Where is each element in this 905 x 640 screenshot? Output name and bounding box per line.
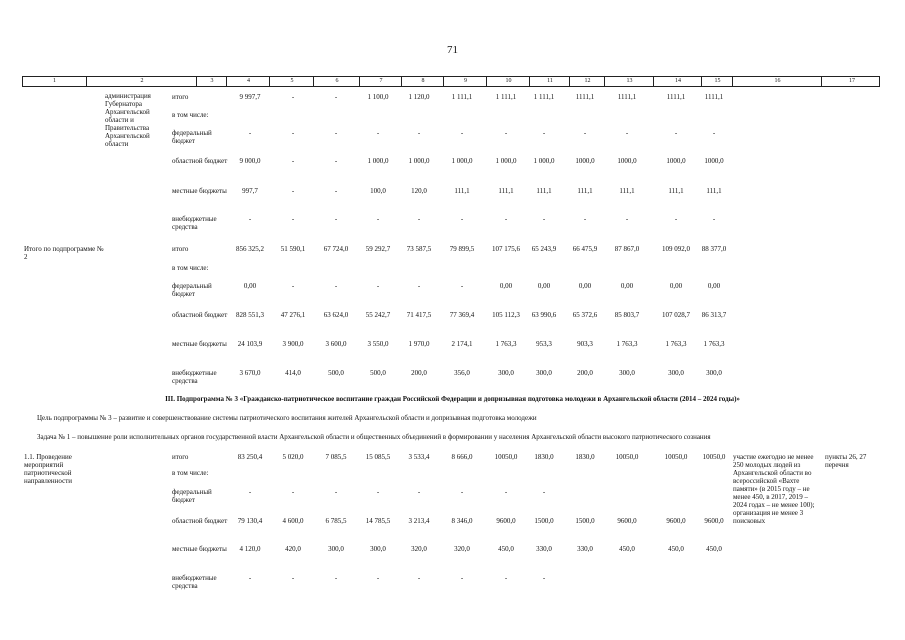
block2-value-cell: 1 763,3 (616, 340, 638, 348)
block3-value-cell: 450,0 (706, 545, 722, 553)
header-col-16: 16 (732, 77, 822, 86)
header-col-5: 5 (269, 77, 314, 86)
block1-value-cell: 1 000,0 (451, 157, 473, 165)
block3-row-label: итого (172, 453, 189, 461)
block3-value-cell: 10050,0 (494, 453, 518, 461)
block2-value-cell: 903,3 (577, 340, 593, 348)
block3-value-cell: - (417, 574, 421, 582)
block3-value-cell: 6 785,5 (325, 517, 347, 525)
block3-value-cell: - (542, 574, 546, 582)
block2-value-cell: 109 092,0 (662, 245, 690, 253)
block2-value-cell: 2 174,1 (451, 340, 473, 348)
header-col-11: 11 (529, 77, 570, 86)
header-col-2: 2 (86, 77, 197, 86)
block1-value-cell: - (376, 129, 380, 137)
block3-row-label: внебюджетные средства (172, 574, 217, 590)
block1-value-cell: 1 111,1 (451, 93, 473, 101)
block1-value-cell: - (460, 129, 464, 137)
block2-row-label: областной бюджет (172, 311, 228, 319)
block2-value-cell: 356,0 (454, 369, 470, 377)
block3-value-cell: 5 020,0 (282, 453, 304, 461)
block1-value-cell: - (291, 129, 295, 137)
block2-value-cell: - (460, 282, 464, 290)
block2-value-cell: 0,00 (243, 282, 257, 290)
header-col-3: 3 (196, 77, 227, 86)
block1-value-cell: - (504, 129, 508, 137)
block3-value-cell: 1500,0 (534, 517, 554, 525)
block3-value-cell: 450,0 (498, 545, 514, 553)
column-header-row (22, 76, 880, 87)
block1-value-cell: - (674, 129, 678, 137)
block3-value-cell: - (291, 574, 295, 582)
block3-value-cell: - (334, 488, 338, 496)
block3-value-cell: 320,0 (411, 545, 427, 553)
block2-value-cell: 3 600,0 (325, 340, 347, 348)
block3-value-cell: - (504, 488, 508, 496)
block3-value-cell: - (376, 488, 380, 496)
block3-value-cell: - (542, 488, 546, 496)
block1-value-cell: 1 000,0 (408, 157, 430, 165)
block2-value-cell: 414,0 (285, 369, 301, 377)
block3-value-cell: - (376, 574, 380, 582)
block1-value-cell: - (291, 93, 295, 101)
block1-value-cell: 111,1 (706, 187, 722, 195)
block1-value-cell: 1 111,1 (533, 93, 555, 101)
block3-value-cell: 79 130,4 (237, 517, 263, 525)
block2-value-cell: 88 377,0 (701, 245, 727, 253)
block2-row-label: внебюджетные средства (172, 369, 217, 385)
block1-value-cell: 1 120,0 (408, 93, 430, 101)
block3-value-cell: 1500,0 (575, 517, 595, 525)
block1-value-cell: 111,1 (498, 187, 514, 195)
block3-value-cell: 1830,0 (575, 453, 595, 461)
block1-value-cell: 100,0 (370, 187, 386, 195)
block1-value-cell: 111,1 (577, 187, 593, 195)
block2-value-cell: 59 292,7 (365, 245, 391, 253)
block3-row-label: местные бюджеты (172, 545, 227, 553)
block1-row-label: в том числе: (172, 111, 209, 119)
block2-value-cell: 66 475,9 (572, 245, 598, 253)
header-col-15: 15 (701, 77, 733, 86)
block2-value-cell: 828 551,3 (236, 311, 264, 319)
block1-row-label: областной бюджет (172, 157, 228, 165)
block2-value-cell: 24 103,9 (237, 340, 263, 348)
block1-value-cell: 1000,0 (704, 157, 724, 165)
block3-value-cell: 450,0 (619, 545, 635, 553)
block2-value-cell: 1 763,3 (665, 340, 687, 348)
block3-value-cell: 3 533,4 (408, 453, 430, 461)
block3-value-cell: 4 120,0 (239, 545, 261, 553)
block2-value-cell: 105 112,3 (492, 311, 520, 319)
block3-value-cell: - (334, 574, 338, 582)
block2-value-cell: 0,00 (537, 282, 551, 290)
block1-value-cell: 120,0 (411, 187, 427, 195)
block3-value-cell: - (460, 574, 464, 582)
block2-value-cell: 63 990,6 (531, 311, 557, 319)
block1-value-cell: 1 000,0 (495, 157, 517, 165)
block1-value-cell: - (625, 215, 629, 223)
block1-value-cell: 1 000,0 (367, 157, 389, 165)
block1-value-cell: - (674, 215, 678, 223)
block3-value-cell: 300,0 (328, 545, 344, 553)
block2-value-cell: 77 369,4 (449, 311, 475, 319)
block3-value-cell: 1830,0 (534, 453, 554, 461)
block1-value-cell: - (712, 215, 716, 223)
block3-value-cell: - (417, 488, 421, 496)
block3-value-cell: 9600,0 (617, 517, 637, 525)
header-col-9: 9 (443, 77, 487, 86)
block2-value-cell: - (417, 282, 421, 290)
block2-value-cell: 1 763,3 (703, 340, 725, 348)
block2-value-cell: 300,0 (706, 369, 722, 377)
block3-value-cell: 9600,0 (666, 517, 686, 525)
block1-value-cell: 997,7 (242, 187, 258, 195)
block1-value-cell: - (291, 187, 295, 195)
block1-value-cell: - (712, 129, 716, 137)
block2-value-cell: 300,0 (498, 369, 514, 377)
block2-row-label: местные бюджеты (172, 340, 227, 348)
block2-value-cell: 953,3 (536, 340, 552, 348)
block3-value-cell: - (248, 488, 252, 496)
header-col-10: 10 (486, 77, 530, 86)
block1-value-cell: 1 000,0 (533, 157, 555, 165)
block1-value-cell: 9 000,0 (239, 157, 261, 165)
block2-row-label: в том числе: (172, 264, 209, 272)
block3-value-cell: 8 666,0 (451, 453, 473, 461)
block2-value-cell: 1 970,0 (408, 340, 430, 348)
block3-row-label: областной бюджет (172, 517, 228, 525)
block3-value-cell: 420,0 (285, 545, 301, 553)
block1-executor: администрация Губернатора Архангельской области и Правительства Архангельской области (105, 92, 151, 148)
block2-value-cell: 86 313,7 (701, 311, 727, 319)
block2-value-cell: - (376, 282, 380, 290)
block2-value-cell: 1 763,3 (495, 340, 517, 348)
block3-row-label: федеральный бюджет (172, 488, 212, 504)
block2-value-cell: 300,0 (536, 369, 552, 377)
header-col-12: 12 (569, 77, 605, 86)
block3-value-cell: 4 600,0 (282, 517, 304, 525)
block1-value-cell: 1111,1 (666, 93, 686, 101)
block2-value-cell: 65 243,9 (531, 245, 557, 253)
block1-value-cell: - (417, 129, 421, 137)
block1-value-cell: - (583, 129, 587, 137)
block3-value-cell: 320,0 (454, 545, 470, 553)
block2-value-cell: - (291, 282, 295, 290)
block3-row-label: в том числе: (172, 469, 209, 477)
block3-value-cell: 10050,0 (702, 453, 726, 461)
block1-value-cell: - (583, 215, 587, 223)
block2-value-cell: 0,00 (578, 282, 592, 290)
block1-value-cell: 9 997,7 (239, 93, 261, 101)
block2-value-cell: 79 899,5 (449, 245, 475, 253)
block1-value-cell: 1000,0 (575, 157, 595, 165)
block1-value-cell: - (334, 157, 338, 165)
block1-value-cell: - (376, 215, 380, 223)
block1-value-cell: - (248, 129, 252, 137)
block1-value-cell: 1111,1 (617, 93, 637, 101)
header-col-17: 17 (821, 77, 882, 86)
block2-value-cell: 500,0 (328, 369, 344, 377)
header-col-6: 6 (313, 77, 360, 86)
block2-row-label: итого (172, 245, 189, 253)
block1-value-cell: - (460, 215, 464, 223)
block3-value-cell: 83 250,4 (237, 453, 263, 461)
page-number: 71 (447, 44, 458, 56)
block2-value-cell: 300,0 (619, 369, 635, 377)
goal-text: Цель подпрограммы № 3 – развитие и совершенствование системы патриотического воспитания жителей Архангельской области и допризывная подготовка молодежи (37, 414, 537, 422)
block2-value-cell: 200,0 (411, 369, 427, 377)
header-col-8: 8 (401, 77, 444, 86)
block1-value-cell: 111,1 (454, 187, 470, 195)
block1-value-cell: - (291, 157, 295, 165)
block2-value-cell: 0,00 (707, 282, 721, 290)
block2-value-cell: 856 325,2 (236, 245, 264, 253)
block3-value-cell: 8 346,0 (451, 517, 473, 525)
block1-value-cell: - (334, 129, 338, 137)
block3-value-cell: 10050,0 (664, 453, 688, 461)
block1-value-cell: 1111,1 (704, 93, 724, 101)
block2-value-cell: 55 242,7 (365, 311, 391, 319)
block2-value-cell: 65 372,6 (572, 311, 598, 319)
block2-value-cell: 3 550,0 (367, 340, 389, 348)
block2-value-cell: 300,0 (668, 369, 684, 377)
block1-value-cell: - (291, 215, 295, 223)
block2-value-cell: 500,0 (370, 369, 386, 377)
block3-value-cell: 3 213,4 (408, 517, 430, 525)
block3-value-cell: - (460, 488, 464, 496)
header-col-7: 7 (359, 77, 402, 86)
task-text: Задача № 1 – повышение роли исполнительных органов государственной власти Архангельской области и общественных объединений в формировании у населения Архангельской области высокого патриотического сознания (37, 433, 711, 441)
block1-value-cell: - (334, 215, 338, 223)
block1-row-label: внебюджетные средства (172, 215, 217, 231)
header-col-14: 14 (653, 77, 702, 86)
block3-value-cell: 300,0 (370, 545, 386, 553)
block3-value-cell: - (504, 574, 508, 582)
block1-value-cell: - (334, 93, 338, 101)
block2-value-cell: 85 803,7 (614, 311, 640, 319)
block1-value-cell: 1 111,1 (495, 93, 517, 101)
block2-value-cell: 200,0 (577, 369, 593, 377)
block3-value-cell: - (291, 488, 295, 496)
block2-value-cell: 107 175,6 (492, 245, 520, 253)
block1-row-label: федеральный бюджет (172, 129, 212, 145)
block1-value-cell: - (417, 215, 421, 223)
block1-row-label: итого (172, 93, 189, 101)
block2-value-cell: 0,00 (669, 282, 683, 290)
block3-value-cell: - (248, 574, 252, 582)
block2-row-label: федеральный бюджет (172, 282, 212, 298)
block3-result: участие ежегодно не менее 250 молодых людей из Архангельской области во всероссийской «Вахте памяти» (в 2015 году – не менее 450, в 2017, 2019 – 2024 годах – не менее 100); организация не менее 3 поисковых (733, 453, 815, 525)
block1-value-cell: 1000,0 (666, 157, 686, 165)
block2-value-cell: - (334, 282, 338, 290)
block2-value-cell: 73 587,5 (406, 245, 432, 253)
block3-value-cell: 450,0 (668, 545, 684, 553)
block3-reference: пункты 26, 27 перечня (825, 453, 867, 469)
header-col-4: 4 (226, 77, 270, 86)
block2-value-cell: 0,00 (499, 282, 513, 290)
block1-value-cell: 111,1 (619, 187, 635, 195)
block2-value-cell: 0,00 (620, 282, 634, 290)
block3-value-cell: 9600,0 (496, 517, 516, 525)
block2-value-cell: 3 670,0 (239, 369, 261, 377)
section-title: III. Подпрограмма № 3 «Гражданско-патриотическое воспитание граждан Российской Федерации и допризывная подготовка молодежи в Архангельской области (2014 – 2024 годы)» (165, 395, 740, 403)
block2-value-cell: 67 724,0 (323, 245, 349, 253)
block2-value-cell: 87 867,0 (614, 245, 640, 253)
block2-value-cell: 63 624,0 (323, 311, 349, 319)
block1-value-cell: 111,1 (668, 187, 684, 195)
block2-value-cell: 3 900,0 (282, 340, 304, 348)
block2-value-cell: 47 276,1 (280, 311, 306, 319)
block1-value-cell: - (625, 129, 629, 137)
block1-value-cell: - (334, 187, 338, 195)
block3-value-cell: 7 085,5 (325, 453, 347, 461)
block3-title: 1.1. Проведение мероприятий патриотической направленности (24, 453, 73, 485)
block3-value-cell: 330,0 (536, 545, 552, 553)
block1-value-cell: - (504, 215, 508, 223)
block2-title: Итого по подпрограмме № 2 (24, 245, 104, 261)
block1-value-cell: 1111,1 (575, 93, 595, 101)
block3-value-cell: 14 785,5 (365, 517, 391, 525)
block1-value-cell: 111,1 (536, 187, 552, 195)
block1-value-cell: 1 100,0 (367, 93, 389, 101)
block3-value-cell: 330,0 (577, 545, 593, 553)
block3-value-cell: 10050,0 (615, 453, 639, 461)
block2-value-cell: 51 590,1 (280, 245, 306, 253)
block1-value-cell: - (542, 215, 546, 223)
header-col-1: 1 (53, 78, 56, 84)
block3-value-cell: 9600,0 (704, 517, 724, 525)
block1-value-cell: - (248, 215, 252, 223)
block2-value-cell: 71 417,5 (406, 311, 432, 319)
block1-value-cell: - (542, 129, 546, 137)
block2-value-cell: 107 028,7 (662, 311, 690, 319)
block1-row-label: местные бюджеты (172, 187, 227, 195)
block3-value-cell: 15 085,5 (365, 453, 391, 461)
header-col-13: 13 (604, 77, 654, 86)
block1-value-cell: 1000,0 (617, 157, 637, 165)
